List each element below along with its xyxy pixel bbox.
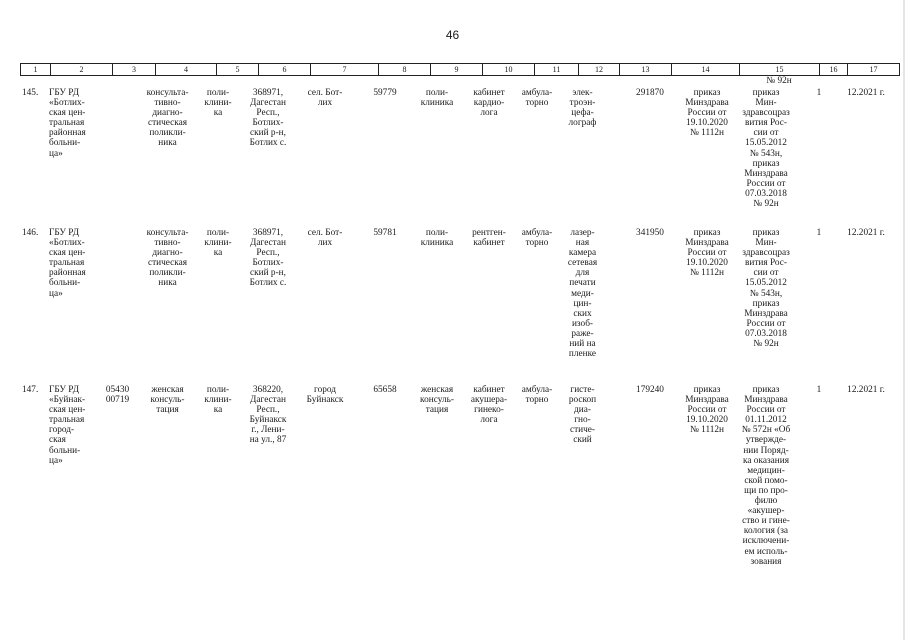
- department: консульта- тивно- диагно- стическая поликли- ника: [146, 228, 189, 289]
- header-cell-13: 13: [619, 64, 671, 75]
- header-cell-1: 1: [20, 64, 50, 75]
- header-cell-15: 15: [739, 64, 819, 75]
- organization-name: ГБУ РД «Ботлих- ская цен- тральная районная больни- ца»: [49, 88, 86, 159]
- inventory-number: 291870: [636, 88, 664, 98]
- standard-basis: приказ Минздрава России от 01.11.2012 № 572н «Об утвержде- нии Поряд- ка оказания медицин- ской помо- щи по про- филю «акушер- ство и гине- кология (за исключени- ем исполь- зования: [741, 385, 791, 567]
- header-cell-4: 4: [155, 64, 216, 75]
- department: женская консуль- тация: [150, 385, 185, 416]
- address: 368971, Дагестан Респ., Ботлих- ский р-н, Ботлих с.: [249, 228, 287, 289]
- organization-name: ГБУ РД «Ботлих- ская цен- тральная районная больни- ца»: [49, 228, 86, 299]
- quantity: 1: [816, 385, 822, 395]
- care-type: амбула- торно: [521, 88, 553, 109]
- quantity: 1: [816, 88, 822, 98]
- header-cell-14: 14: [671, 64, 739, 75]
- address: 368971, Дагестан Респ., Ботлих- ский р-н, Ботлих с.: [249, 88, 287, 149]
- header-cell-10: 10: [482, 64, 534, 75]
- order-reference: приказ Минздрава России от 19.10.2020 № 1112н: [685, 88, 729, 139]
- room: кабинет акушера- гинеко- лога: [470, 385, 508, 426]
- settlement: сел. Бот- лих: [307, 228, 343, 249]
- care-type: амбула- торно: [521, 385, 553, 406]
- order-reference: приказ Минздрава России от 19.10.2020 № 1112н: [685, 385, 729, 436]
- standard-basis: приказ Мин- здравсоцраз вития Рос- сии от 15.05.2012 № 543н, приказ Минздрава России от 07.03.2018 № 92н: [742, 88, 790, 210]
- unit: поли- клиника: [420, 88, 454, 109]
- facility-type: поли- клини- ка: [204, 385, 232, 416]
- row-number: 147.: [22, 385, 39, 395]
- index-number: 65658: [373, 385, 397, 395]
- equipment-name: элек- троэн- цефа- лограф: [568, 88, 597, 129]
- header-cell-11: 11: [534, 64, 578, 75]
- equipment-name: лазер- ная камера сетевая для печати меди- цин- ских изоб- раже- ний на пленке: [567, 228, 598, 360]
- equipment-name: гисте- роскоп диа- гно- стиче- ский: [568, 385, 597, 446]
- room: кабинет кардио- лога: [473, 88, 505, 119]
- room: рентген- кабинет: [472, 228, 506, 249]
- header-cell-9: 9: [430, 64, 482, 75]
- department: консульта- тивно- диагно- стическая поликли- ника: [146, 88, 189, 149]
- continued-fragment: № 92н: [766, 76, 792, 86]
- header-cell-7: 7: [310, 64, 378, 75]
- settlement: город Буйнакск: [306, 385, 344, 406]
- facility-type: поли- клини- ка: [204, 88, 232, 119]
- index-number: 59779: [373, 88, 397, 98]
- row-number: 145.: [22, 88, 39, 98]
- address: 368220, Дагестан Респ., Буйнакск г., Лени- на ул., 87: [249, 385, 287, 446]
- unit: женская консуль- тация: [420, 385, 454, 416]
- header-cell-17: 17: [847, 64, 900, 75]
- standard-basis: приказ Мин- здравсоцраз вития Рос- сии от 15.05.2012 № 543н, приказ Минздрава России от 07.03.2018 № 92н: [742, 228, 790, 350]
- header-cell-2: 2: [50, 64, 112, 75]
- unit: поли- клиника: [420, 228, 454, 249]
- delivery-date: 12.2021 г.: [847, 228, 885, 238]
- delivery-date: 12.2021 г.: [847, 88, 885, 98]
- facility-type: поли- клини- ка: [204, 228, 232, 259]
- header-cell-8: 8: [378, 64, 430, 75]
- header-cell-5: 5: [216, 64, 258, 75]
- settlement: сел. Бот- лих: [307, 88, 343, 109]
- header-cell-16: 16: [819, 64, 847, 75]
- care-type: амбула- торно: [521, 228, 553, 249]
- row-number: 146.: [22, 228, 39, 238]
- delivery-date: 12.2021 г.: [847, 385, 885, 395]
- organization-code: 05430 00719: [105, 385, 130, 406]
- page-number: 46: [445, 28, 460, 42]
- header-cell-6: 6: [258, 64, 310, 75]
- index-number: 59781: [373, 228, 397, 238]
- quantity: 1: [816, 228, 822, 238]
- header-cell-3: 3: [112, 64, 155, 75]
- inventory-number: 179240: [636, 385, 664, 395]
- order-reference: приказ Минздрава России от 19.10.2020 № 1112н: [685, 228, 729, 279]
- inventory-number: 341950: [636, 228, 664, 238]
- organization-name: ГБУ РД «Буйнак- ская цен- тральная город- ская больни- ца»: [49, 385, 86, 466]
- header-cell-12: 12: [578, 64, 619, 75]
- table-header-row: [20, 63, 900, 76]
